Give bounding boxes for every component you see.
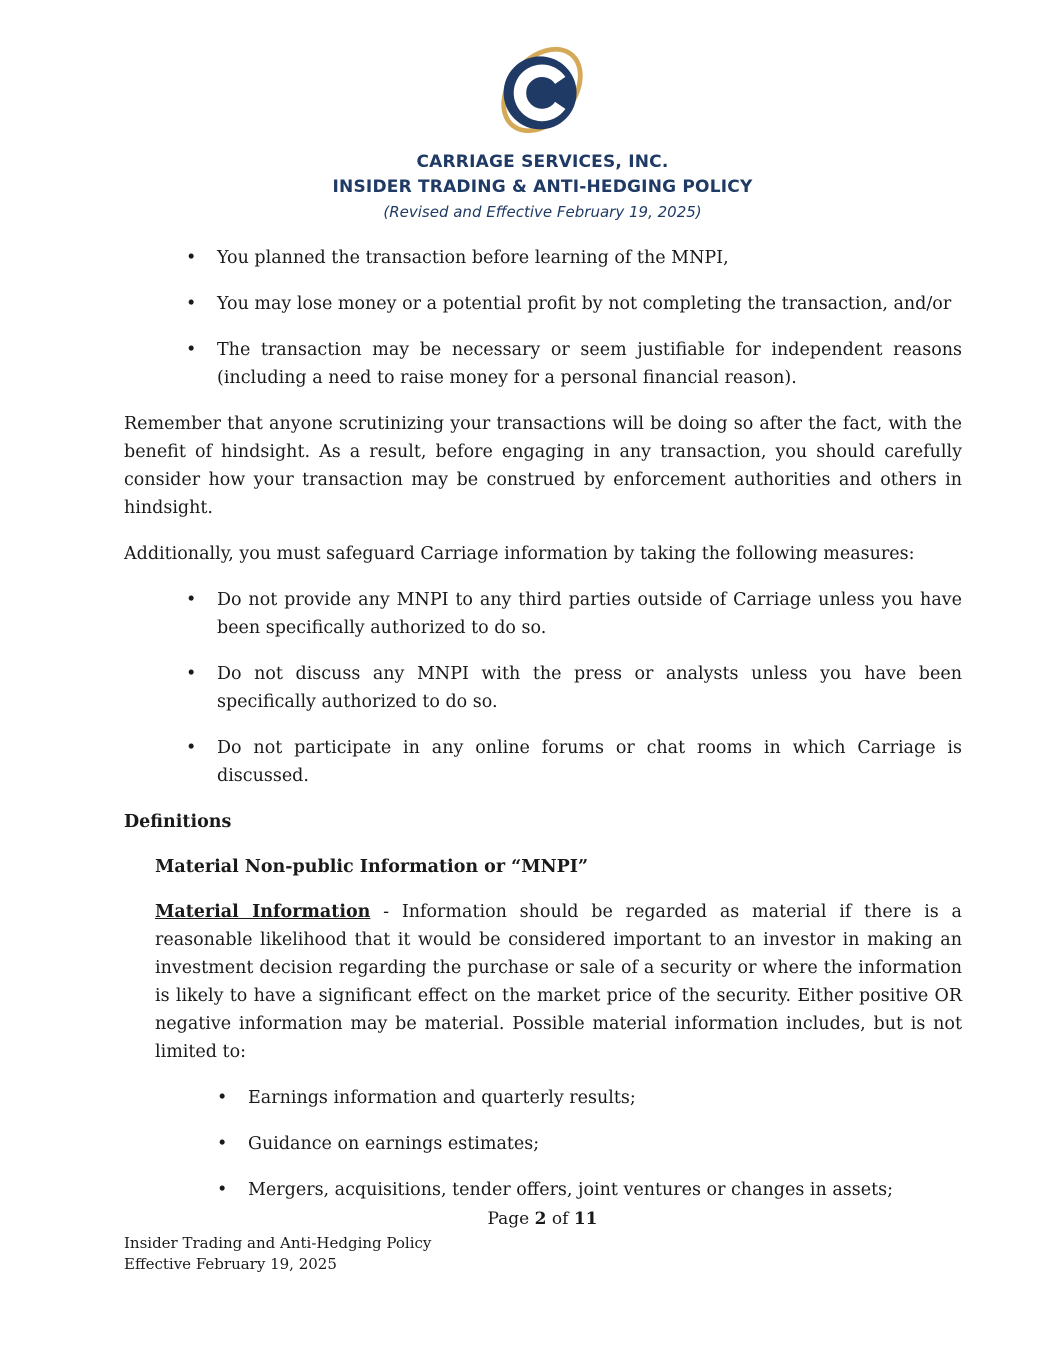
reasons-list [124, 244, 962, 392]
list-item: • Do not provide any MNPI to any third parties outside of Carriage unless you have been specifically authorized to do so. [124, 586, 962, 642]
page-total: 11 [573, 1209, 598, 1229]
list-item: • You may lose money or a potential profit by not completing the transaction, and/or [124, 290, 962, 318]
material-information-text: - Information should be regarded as material if there is a reasonable likelihood that it would be considered important to an investor in making an investment decision regarding the purchase or sale of a security or where the information is likely to have a significant effect on the market price of the security. Either positive OR negative information may be material. Possible material information includes, but is not limited to: [155, 902, 962, 1062]
company-name: CARRIAGE SERVICES, INC. [416, 152, 669, 172]
page-prefix: Page [487, 1209, 535, 1229]
safeguard-measures-list [124, 586, 962, 790]
material-information-paragraph [155, 898, 962, 1066]
page-of: of [546, 1209, 574, 1229]
list-item: • Do not discuss any MNPI with the press or analysts unless you have been specifically authorized to do so. [124, 660, 962, 716]
page-number [0, 1209, 1055, 1229]
list-item: • Do not participate in any online forums or chat rooms in which Carriage is discussed. [124, 734, 962, 790]
document-body [124, 244, 962, 1222]
footer-doc-info [124, 1233, 431, 1275]
list-item: • Guidance on earnings estimates; [124, 1130, 962, 1158]
policy-title: INSIDER TRADING & ANTI-HEDGING POLICY [332, 177, 753, 197]
definitions-heading: Definitions [124, 812, 232, 832]
footer-effective-date: Effective February 19, 2025 [124, 1255, 337, 1273]
revised-date: (Revised and Effective February 19, 2025) [383, 203, 702, 221]
list-item: • You planned the transaction before learning of the MNPI, [124, 244, 962, 272]
page-current: 2 [534, 1209, 547, 1229]
paragraph-additionally: Additionally, you must safeguard Carriage information by taking the following measures: [124, 544, 915, 564]
list-item: • Earnings information and quarterly results; [124, 1084, 962, 1112]
list-item: • The transaction may be necessary or seem justifiable for independent reasons (including a need to raise money for a personal financial reason). [124, 336, 962, 392]
carriage-logo [494, 42, 590, 138]
footer-doc-name: Insider Trading and Anti-Hedging Policy [124, 1234, 432, 1252]
material-information-term: Material Information [155, 902, 371, 922]
material-information-list [124, 1084, 962, 1204]
mnpi-heading: Material Non-public Information or “MNPI” [155, 857, 589, 877]
paragraph-remember: Remember that anyone scrutinizing your transactions will be doing so after the fact, with the benefit of hindsight. As a result, before engaging in any transaction, you should carefully consider how your transaction may be construed by enforcement authorities and others in hindsight. [124, 414, 962, 518]
list-item: • Mergers, acquisitions, tender offers, joint ventures or changes in assets; [124, 1176, 962, 1204]
